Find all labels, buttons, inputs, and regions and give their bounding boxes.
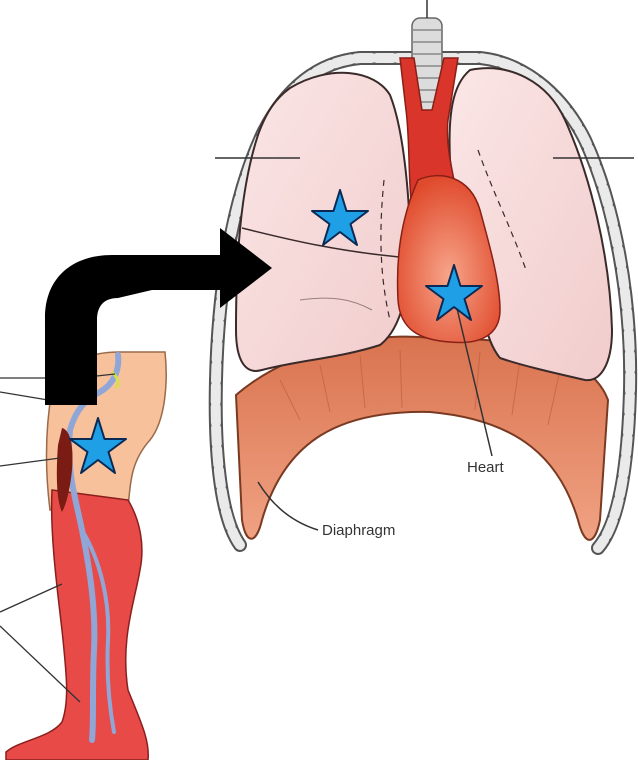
leg: [6, 352, 166, 760]
left-lung: [236, 73, 410, 371]
diaphragm-label: Diaphragm: [322, 522, 396, 539]
lower-leg: [6, 490, 148, 760]
heart-label: Heart: [467, 459, 504, 476]
